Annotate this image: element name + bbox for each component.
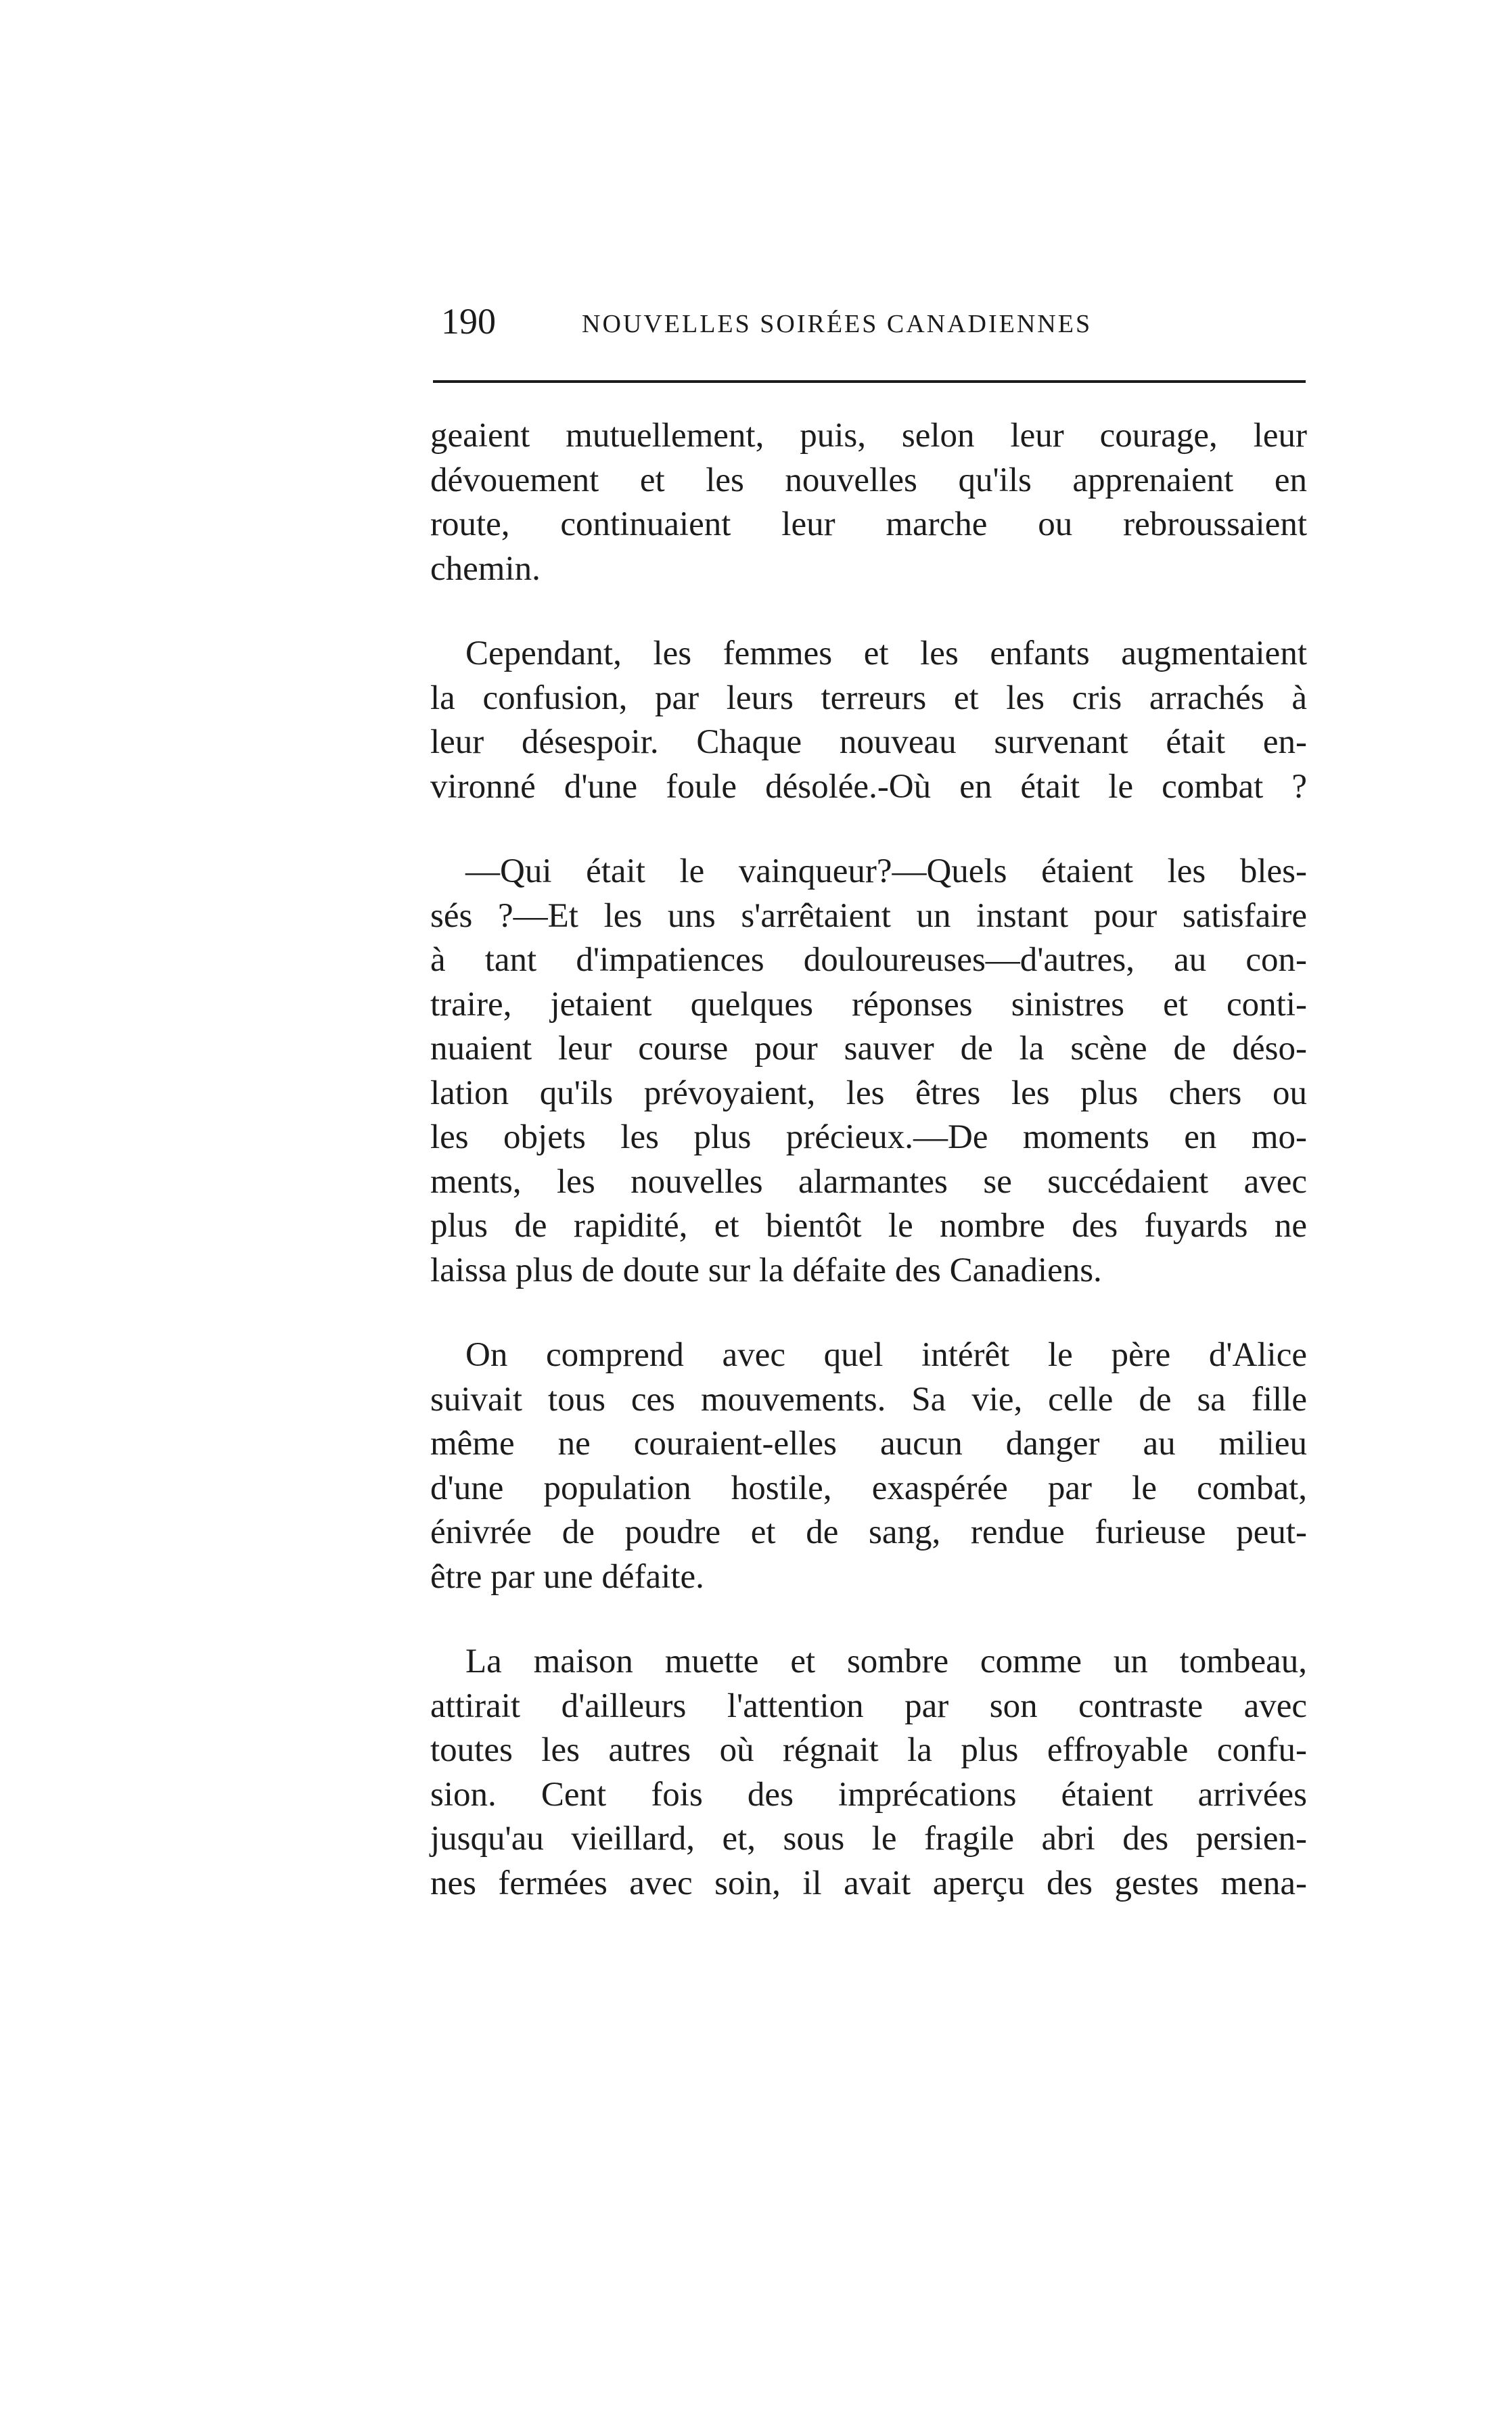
text-line: d'une population hostile, exaspérée par le combat, <box>430 1469 1307 1507</box>
text-line: sés ?—Et les uns s'arrêtaient un instant pour satisfaire <box>430 896 1307 935</box>
text-line: vironné d'une foule désolée.-Où en était le combat ? <box>430 767 1307 806</box>
text-line: suivait tous ces mouvements. Sa vie, celle de sa fille <box>430 1380 1307 1419</box>
paragraph-2 <box>430 632 1307 809</box>
text-line: lation qu'ils prévoyaient, les êtres les plus chers ou <box>430 1074 1307 1112</box>
text-line: leur désespoir. Chaque nouveau survenant était en- <box>430 723 1307 761</box>
text-line: traire, jetaient quelques réponses sinistres et conti- <box>430 985 1307 1024</box>
text-line: ments, les nouvelles alarmantes se succédaient avec <box>430 1162 1307 1201</box>
text-line: geaient mutuellement, puis, selon leur courage, leur <box>430 417 1307 455</box>
header-rule <box>433 380 1306 383</box>
text-line: —Qui était le vainqueur?—Quels étaient les bles- <box>465 852 1307 890</box>
text-line: La maison muette et sombre comme un tombeau, <box>465 1643 1307 1680</box>
text-line: être par une défaite. <box>430 1557 704 1596</box>
text-line: la confusion, par leurs terreurs et les cris arrachés à <box>430 679 1307 717</box>
text-line: plus de rapidité, et bientôt le nombre des fuyards ne <box>430 1207 1307 1245</box>
text-line: à tant d'impatiences douloureuses—d'autres, au con- <box>430 941 1307 979</box>
text-line: route, continuaient leur marche ou rebroussaient <box>430 505 1307 543</box>
text-line: sion. Cent fois des imprécations étaient arrivées <box>430 1775 1307 1814</box>
paragraph-4 <box>430 1333 1307 1599</box>
text-line: On comprend avec quel intérêt le père d'Alice <box>465 1336 1307 1374</box>
text-line: nuaient leur course pour sauver de la scène de déso- <box>430 1030 1307 1068</box>
text-line: même ne couraient-elles aucun danger au milieu <box>430 1425 1307 1463</box>
running-head <box>433 298 1306 345</box>
paragraph-5 <box>430 1640 1307 1906</box>
page-number: 190 <box>441 301 496 342</box>
text-line: laissa plus de doute sur la défaite des Canadiens. <box>430 1251 1102 1289</box>
text-line: jusqu'au vieillard, et, sous le fragile abri des persien- <box>430 1820 1307 1858</box>
paragraph-3 <box>430 850 1307 1293</box>
text-line: dévouement et les nouvelles qu'ils apprenaient en <box>430 461 1307 499</box>
text-line: nes fermées avec soin, il avait aperçu des gestes mena- <box>430 1864 1307 1902</box>
paragraph-1 <box>430 414 1307 591</box>
text-line: énivrée de poudre et de sang, rendue furieuse peut- <box>430 1513 1307 1551</box>
text-line: chemin. <box>430 549 541 588</box>
running-title: NOUVELLES SOIRÉES CANADIENNES <box>582 310 1093 338</box>
body-text <box>430 414 1307 1946</box>
text-line: attirait d'ailleurs l'attention par son contraste avec <box>430 1687 1307 1725</box>
text-line: les objets les plus précieux.—De moments en mo- <box>430 1118 1307 1156</box>
text-line: toutes les autres où régnait la plus effroyable confu- <box>430 1731 1307 1769</box>
text-line: Cependant, les femmes et les enfants augmentaient <box>465 635 1307 672</box>
